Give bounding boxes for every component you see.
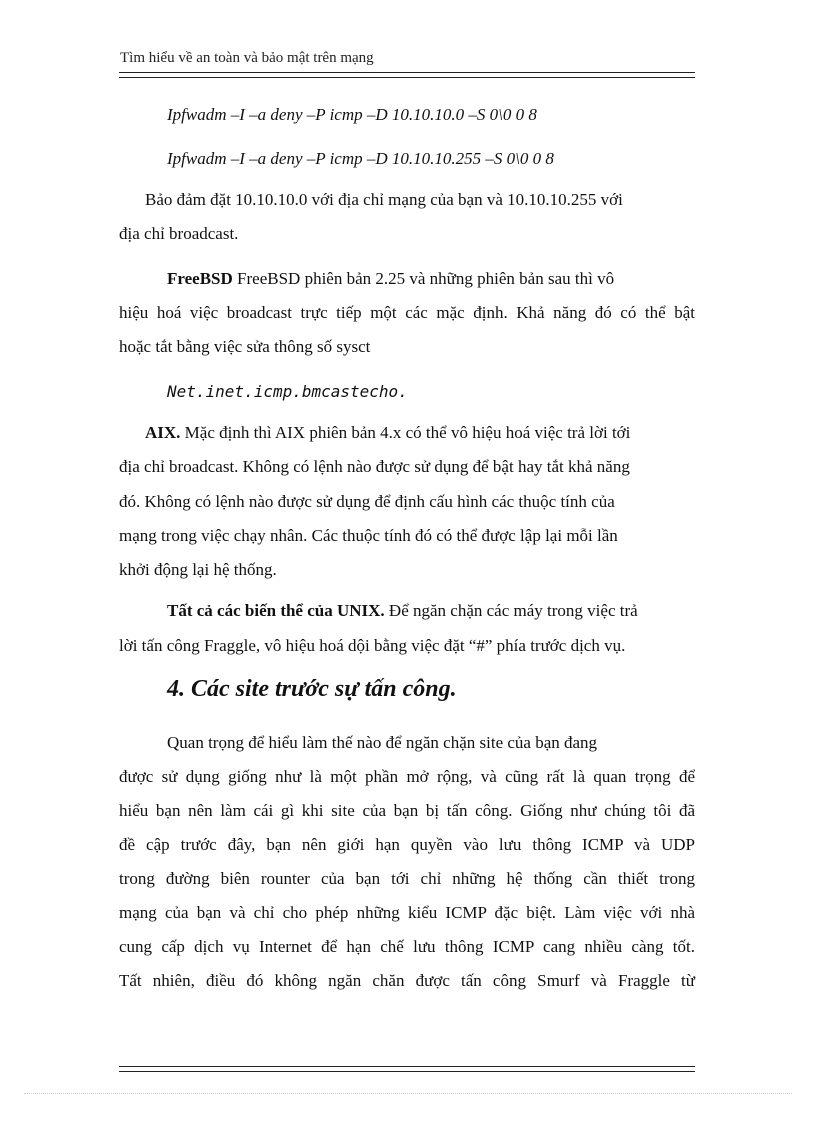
paragraph-line: đó. Không có lệnh nào được sử dụng để định cấu hình các thuộc tính của (119, 492, 615, 511)
unix-line-1: Tất cả các biến thể của UNIX. Để ngăn chặn các máy trong việc trả (167, 601, 638, 620)
freebsd-line-1: FreeBSD FreeBSD phiên bản 2.25 và những phiên bản sau thì vô (167, 269, 615, 288)
body-line: Quan trọng để hiểu làm thế nào để ngăn chặn site của bạn đang (167, 733, 598, 752)
header-rule (119, 72, 695, 78)
command-line-2: Ipfwadm –I –a deny –P icmp –D 10.10.10.255 –S 0\0 0 8 (167, 149, 554, 168)
body-line: được sử dụng giống như là một phần mở rộng, và cũng rất là quan trọng để (119, 767, 695, 786)
running-header: Tìm hiểu về an toàn và bảo mật trên mạng (120, 50, 374, 66)
body-line: Tất nhiên, điều đó không ngăn chăn được tấn công Smurf và Fraggle từ (119, 971, 695, 990)
command-line-1: Ipfwadm –I –a deny –P icmp –D 10.10.10.0 –S 0\0 0 8 (167, 105, 537, 124)
aix-lead: AIX. (145, 423, 181, 442)
aix-line-1: AIX. Mặc định thì AIX phiên bản 4.x có thể vô hiệu hoá việc trả lời tới (145, 423, 631, 442)
paragraph-line: hiệu hoá việc broadcast trực tiếp một các mặc định. Khả năng đó có thể bật (119, 303, 695, 322)
freebsd-lead: FreeBSD (167, 269, 233, 288)
paragraph-line: địa chỉ broadcast. (119, 224, 239, 243)
sysctl-setting: Net.inet.icmp.bmcastecho. (167, 382, 408, 401)
body-line: mạng của bạn và chỉ cho phép những kiểu ICMP đặc biệt. Làm việc với nhà (119, 903, 695, 922)
paragraph-line: địa chỉ broadcast. Không có lệnh nào được sử dụng để bật hay tắt khả năng (119, 457, 630, 476)
paragraph-line: hoặc tắt bằng việc sửa thông số sysct (119, 337, 371, 356)
paragraph-line: khởi động lại hệ thống. (119, 560, 277, 579)
page-edge-divider (24, 1093, 792, 1094)
paragraph-line: Bảo đảm đặt 10.10.10.0 với địa chỉ mạng của bạn và 10.10.10.255 với (145, 190, 623, 209)
unix-lead: Tất cả các biến thể của UNIX. (167, 601, 385, 620)
body-line: trong đường biên rounter của bạn tới chỉ những hệ thống cần thiết trong (119, 869, 695, 888)
paragraph-line: lời tấn công Fraggle, vô hiệu hoá dội bằng việc đặt “#” phía trước dịch vụ. (119, 636, 626, 655)
body-line: hiểu bạn nên làm cái gì khi site của bạn bị tấn công. Giống như chúng tôi đã (119, 801, 695, 820)
body-line: đề cập trước đây, bạn nên giới hạn quyền vào lưu thông ICMP và UDP (119, 835, 695, 854)
footer-rule (119, 1066, 695, 1072)
section-heading: 4. Các site trước sự tấn công. (167, 676, 457, 702)
body-line: cung cấp dịch vụ Internet để hạn chế lưu thông ICMP cang nhiều càng tốt. (119, 937, 695, 956)
paragraph-line: mạng trong việc chạy nhân. Các thuộc tính đó có thể được lập lại mỗi lần (119, 526, 618, 545)
